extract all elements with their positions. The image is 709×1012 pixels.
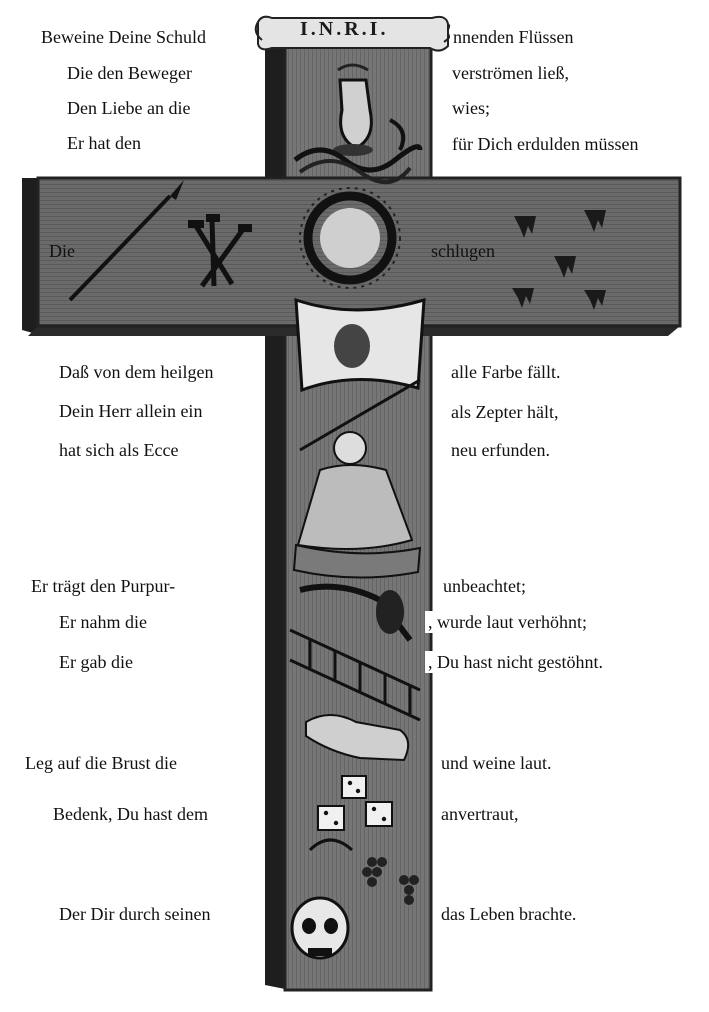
- stanza4-line1-right: und weine laut.: [438, 752, 554, 774]
- stanza2-line3-left: hat sich als Ecce: [56, 439, 181, 461]
- stanza2-line3-right: neu erfunden.: [448, 439, 553, 461]
- stanza1-line4-left: Er hat den: [64, 132, 144, 154]
- stanza3-line1-right: unbeachtet;: [440, 575, 529, 597]
- stanza4-line3-left: Der Dir durch seinen: [56, 903, 213, 925]
- stanza1-line3-right: wies;: [449, 97, 493, 119]
- stanza1-line2-right: verströmen ließ,: [449, 62, 572, 84]
- stanza4-line3-right: das Leben brachte.: [438, 903, 579, 925]
- stanza2-line2-right: als Zepter hält,: [448, 401, 561, 423]
- crossbar-left-word: Die: [49, 241, 75, 261]
- crossbar-right-word: schlugen: [431, 241, 495, 261]
- stanza3-line3-left: Er gab die: [56, 651, 136, 673]
- stanza1-line2-left: Die den Beweger: [64, 62, 195, 84]
- stanza3-line2-left: Er nahm die: [56, 611, 150, 633]
- stanza2-line1-right: alle Farbe fällt.: [448, 361, 563, 383]
- stanza2-line2-left: Dein Herr allein ein: [56, 400, 205, 422]
- inri-title: I.N.R.I.: [300, 18, 389, 40]
- stanza1-line1-right: nnenden Flüssen: [450, 26, 577, 48]
- stanza3-line2-right: , wurde laut verhöhnt;: [425, 611, 590, 633]
- stanza4-line1-left: Leg auf die Brust die: [22, 752, 180, 774]
- veil-of-veronica-icon: [296, 300, 424, 390]
- stanza2-line1-left: Daß von dem heilgen: [56, 361, 216, 383]
- stanza4-line2-left: Bedenk, Du hast dem: [50, 803, 211, 825]
- stanza4-line2-right: anvertraut,: [438, 803, 521, 825]
- stanza3-line3-right: , Du hast nicht gestöhnt.: [425, 651, 606, 673]
- stanza1-line4-right: für Dich erdulden müssen: [449, 133, 641, 155]
- stanza1-line3-left: Den Liebe an die: [64, 97, 193, 119]
- skull-icon: [292, 898, 348, 958]
- stanza1-line1-left: Beweine Deine Schuld: [38, 26, 209, 48]
- stanza3-line1-left: Er trägt den Purpur-: [28, 575, 178, 597]
